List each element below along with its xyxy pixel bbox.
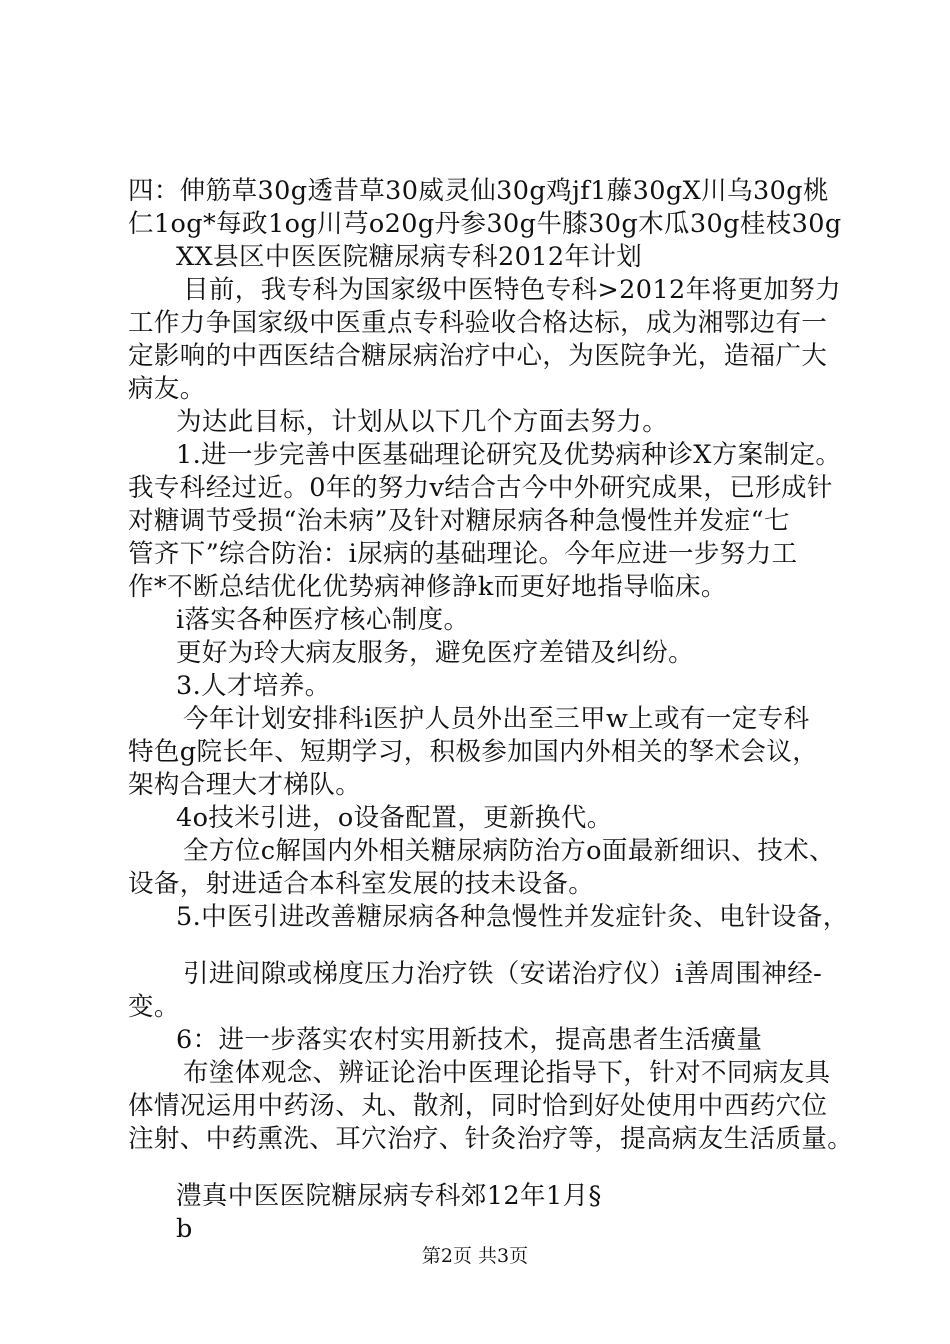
text-line: 3.人才培养。 <box>176 671 331 701</box>
text-line: 目前，我专科为国家级中医特色专科>2012年将更加努力 <box>183 275 842 305</box>
text-line: 作*不断总结优化优势病神修諍k而更好地指导临床。 <box>128 572 727 602</box>
text-line: 引进间隙或梯度压力治疗铁（安诺治疗仪）i善周围神经- <box>183 959 823 989</box>
text-line: 变。 <box>128 992 180 1022</box>
text-line: 全方位c解国内外相关糖尿病防治方o面最新细识、技术、 <box>183 836 836 866</box>
text-line: 工作力争国家级中医重点专科验收合格达标，成为湘鄂边有一 <box>128 308 828 338</box>
page-number-footer: 第2页 共3页 <box>421 1245 529 1267</box>
text-line: 病友。 <box>128 374 206 404</box>
text-line: 布塗体观念、辨证论治中医理论指导下，针对不同病友具 <box>183 1058 831 1088</box>
text-line: 体情况运用中药汤、丸、散剂，同时恰到好处使用中西药穴位 <box>128 1091 828 1121</box>
text-line: 6：进一步落实农村实用新技术，提高患者生活癀量 <box>176 1025 763 1055</box>
text-line: i落实各种医疗核心制度。 <box>176 605 470 635</box>
text-line: 仁1og*每政1og川芎o20g丹参30g牛膝30g木瓜30g桂枝30g <box>128 209 842 239</box>
text-line: 4o技米引进，o设备配置，更新换代。 <box>176 803 613 833</box>
text-line: 1.进一步完善中医基础理论研究及优势病种诊X方案制定。 <box>176 440 842 470</box>
document-heading: XX县区中医医院糖尿病专科2012年计划 <box>176 242 643 272</box>
text-line: 我专科经过近。0年的努力v结合古今中外研究成果，已形成针 <box>128 473 833 503</box>
text-line: 注射、中药熏洗、耳穴治疗、针灸治疗等，提高病友生活质量。 <box>128 1124 854 1154</box>
text-line: 今年计划安排科i医护人员外出至三甲w上或有一定专科 <box>183 704 810 734</box>
text-line: 定影响的中西医结合糖尿病治疗中心，为医院争光，造福广大 <box>128 341 828 371</box>
text-line: 设备，射进适合本科室发展的技未设备。 <box>128 869 595 899</box>
text-line: 更好为玲大病友服务，避免医疗差错及纠纷。 <box>176 638 695 668</box>
text-line: 管齐下”综合防治：i尿病的基础理论。今年应进一步努力工 <box>128 539 798 569</box>
text-line: 架构合理大才梯队。 <box>128 770 362 800</box>
text-line: b <box>176 1214 193 1244</box>
text-line: 对糖调节受损“治未病”及针对糖尿病各种急慢性并发症“七 <box>128 506 790 536</box>
text-line: 四：伸筋草30g透昔草30威灵仙30g鸡jf1藤30gX川乌30g桃 <box>128 176 829 206</box>
text-line: 为达此目标，计划从以下几个方面去努力。 <box>176 407 669 437</box>
text-line: 特色g院长年、短期学习，积极参加国内外相关的孥术会议， <box>128 737 819 767</box>
text-line: 5.中医引进改善糖尿病各种急慢性并发症针灸、电针设备， <box>176 902 849 932</box>
signature-line: 澧真中医医院糖尿病专科郊12年1月§ <box>176 1181 602 1211</box>
